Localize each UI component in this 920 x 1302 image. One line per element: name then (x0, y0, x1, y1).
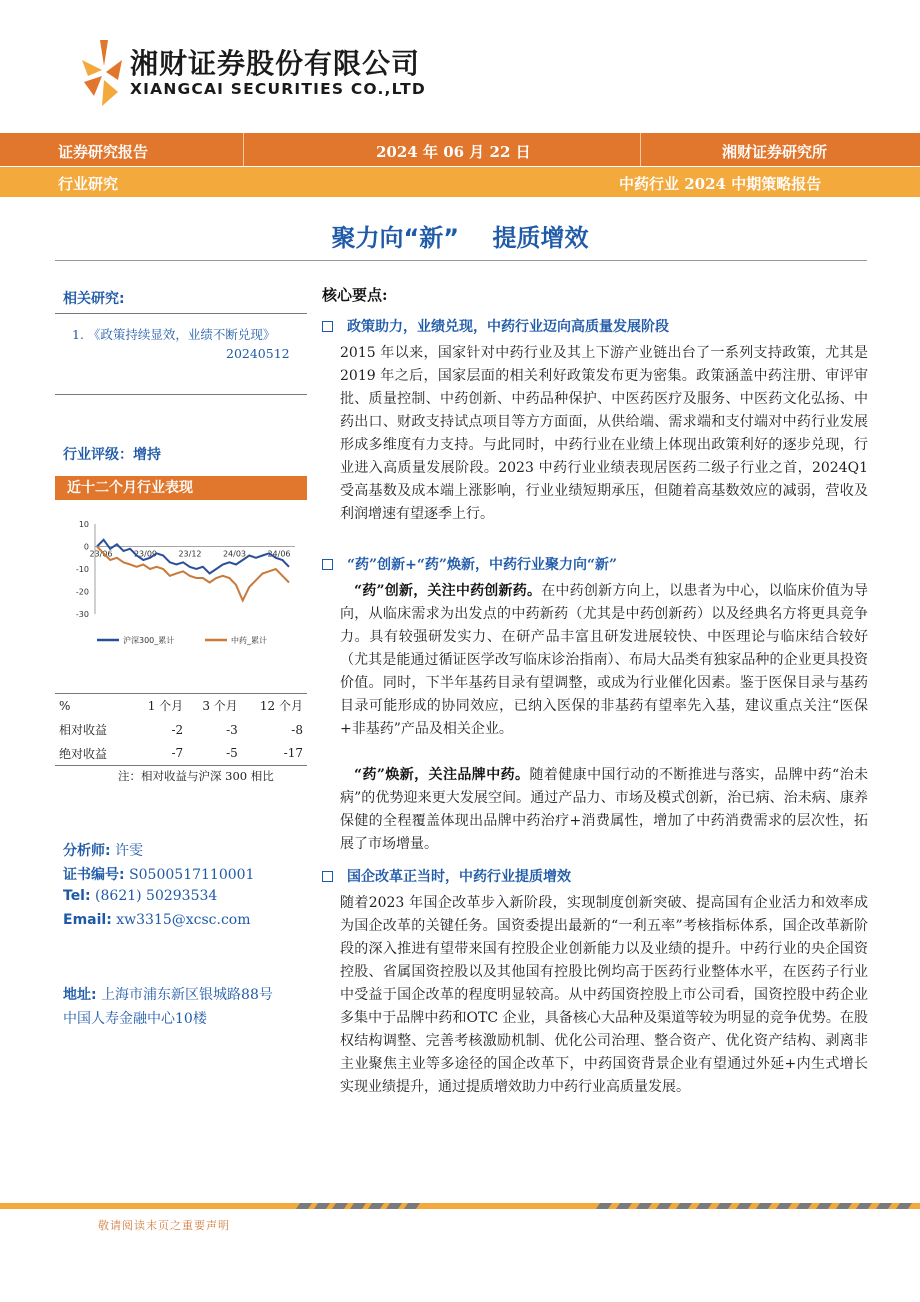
performance-header: 近十二个月行业表现 (55, 476, 307, 500)
report-category: 行业研究 (58, 175, 119, 193)
chart-y-tick-label: -30 (75, 610, 89, 619)
table-cell: -17 (283, 746, 303, 761)
core-points-label: 核心要点: (322, 286, 388, 304)
address-label: 地址: (63, 987, 97, 1003)
table-header-row (55, 694, 307, 718)
chart-x-tick-label: 23/12 (178, 549, 202, 559)
checkbox-bullet-icon (322, 871, 333, 882)
analyst-line (63, 840, 143, 860)
footer-disclaimer: 敬请阅读末页之重要声明 (98, 1219, 230, 1232)
divider (55, 313, 307, 314)
table-cell: -7 (171, 746, 184, 761)
table-note: 注：相对收益与沪深 300 相比 (118, 769, 274, 783)
subheading-brand: “药”焕新，关注品牌中药。 (354, 767, 530, 783)
performance-table (55, 693, 307, 766)
industry-rating: 行业评级：增持 (63, 447, 161, 463)
table-cell: -3 (226, 722, 238, 737)
tel-label: Tel: (63, 888, 91, 904)
address-line-1: 上海市浦东新区银城路88号 (101, 987, 273, 1003)
brand-text: 随着健康中国行动的不断推进与落实，品牌中药“治未病”的优势迎来更大发展空间。通过产品力、市场及模式创新，治已病、治未病、康养保健的全程覆盖体现出品牌中药治疗+消费属性，增加了中药消费需求的层次性，拓展了市场增量。 (340, 767, 869, 852)
cert-value: S0500517110001 (129, 867, 255, 883)
section-heading-1: 政策助力，业绩兑现，中药行业迈向高质量发展阶段 (322, 316, 669, 336)
bar-divider (243, 133, 244, 166)
cert-label: 证书编号: (63, 867, 125, 883)
tel-line (63, 888, 217, 904)
related-research-date: 20240512 (226, 346, 290, 361)
table-row (55, 718, 307, 742)
title-divider (55, 260, 867, 261)
report-type: 证券研究报告 (58, 143, 149, 161)
chart-y-tick-label: -20 (75, 587, 89, 597)
footer-stripe (0, 1200, 920, 1212)
table-cell: 绝对收益 (59, 746, 108, 761)
table-header-cell: 3 个月 (202, 699, 238, 714)
chart-x-tick-label: 23/09 (133, 549, 158, 559)
industry-performance-chart (55, 510, 307, 660)
chart-legend-label: 沪深300_累计 (123, 636, 175, 645)
company-name-en: XIANGCAI SECURITIES CO.,LTD (130, 80, 426, 98)
subheading-innovation: “药”创新，关注中药创新药。 (354, 583, 542, 599)
section-paragraph-3: 随着2023 年国企改革步入新阶段，实现制度创新突破、提高国有企业活力和效率成为国企改革的关键任务。国资委提出最新的“一利五率”考核指标体系，国企改革新阶段的深入推进有望带来国有控股企业创新能力以及业绩的提升。中药行业的央企国资控股、省属国资控股以及其他国有控股比例均高于医药行业整体水平，在医药子行业中受益于国企改革的程度明显较高。从中药国资控股上市公司看，国资控股中药企业多集中于品牌中药和OTC 企业，具备核心大品种及渠道等较为明显的竞争优势。在股权结构调整、完善考核激励机制、优化公司治理、整合资产、优化资产结构、剥离非主业聚焦主业等多途径的国企改革下，中药国资背景企业有望通过外延+内生式增长实现业绩提升，通过提质增效助力中药行业高质量发展。 (340, 895, 868, 1095)
analyst-name: 许雯 (115, 843, 144, 859)
chart-x-tick-label: 24/06 (267, 549, 291, 559)
address-line-2: 中国人寿金融中心10楼 (63, 1011, 207, 1027)
report-date: 2024 年 06 月 22 日 (376, 143, 531, 161)
bar-divider (640, 133, 641, 166)
company-name-cn: 湘财证券股份有限公司 (130, 47, 421, 80)
table-header-cell: 12 个月 (259, 699, 303, 714)
related-research-title[interactable]: 1. 《政策持续显效，业绩不断兑现》 (72, 327, 276, 342)
innovation-text: 在中药创新方向上，以患者为中心，以临床价值为导向，从临床需求为出发点的中药新药（尤其是中药创新药）以及经典名方将更具竞争力。具有较强研发实力、在研产品丰富且研发进展较快、中医理论与临床结合较好（尤其是能通过循证医学改写临床诊治指南）、布局大品类有独家品种的企业更具投资价值。同时，下半年基药目录有望调整，或成为行业催化因素。鉴于医保目录与基药目录可能形成的协同效应，已纳入医保的非基药有望率先入基，建议重点关注“医保+非基药”产品及相关企业。 (340, 583, 869, 737)
chart-y-tick-label: -10 (75, 565, 89, 574)
divider (55, 394, 307, 395)
chart-legend-label: 中药_累计 (231, 636, 267, 645)
page-title: 聚力向“新” 提质增效 (331, 224, 589, 252)
report-name: 中药行业 2024 中期策略报告 (619, 175, 822, 193)
section-paragraph-2a (340, 580, 868, 741)
chart-x-tick-label: 24/03 (222, 549, 247, 559)
table-cell: 相对收益 (59, 723, 108, 737)
chart-y-tick-label: 0 (83, 542, 89, 552)
institute-name: 湘财证券研究所 (722, 143, 828, 161)
address-line (63, 984, 273, 1004)
table-header-cell: 1 个月 (147, 699, 184, 714)
tel-value: (8621) 50293534 (95, 888, 218, 904)
related-research-item[interactable] (72, 323, 297, 346)
xiangcai-logo-icon (78, 36, 124, 108)
chart-x-tick-label: 23/06 (89, 549, 113, 559)
section-paragraph-1: 2015 年以来，国家针对中药行业及其上下游产业链出台了一系列支持政策，尤其是2019 年之后，国家层面的相关利好政策发布更为密集。政策涵盖中药注册、审评审批、质量控制、中药创新、中药品种保护、中医药医疗及服务、中医药文化弘扬、中药出口、财政支持试点项目等方方面面，从供给端、需求端和支付端对中药行业发展形成多维度有力支持。与此同时，中药行业在业绩上体现出政策利好的逐步兑现，行业进入高质量发展阶段。2023 中药行业业绩表现居医药二级子行业之首，2024Q1 受高基数及成本端上涨影响，行业业绩短期承压，但随着高基数效应的减弱，营收及利润增速有望逐季上行。 (340, 345, 868, 522)
cert-line (63, 864, 254, 884)
section-heading-3: 国企改革正当时，中药行业提质增效 (322, 866, 571, 886)
chart-y-tick-label: 10 (78, 520, 89, 529)
analyst-label: 分析师: (63, 843, 111, 859)
section-heading-2: “药”创新+“药”焕新，中药行业聚力向“新” (322, 554, 617, 574)
checkbox-bullet-icon (322, 559, 333, 570)
table-header-cell: % (59, 698, 71, 713)
section-paragraph-2b (340, 764, 868, 856)
company-logo (78, 36, 438, 110)
table-row (55, 742, 307, 766)
email-label: Email: (63, 912, 112, 928)
checkbox-bullet-icon (322, 321, 333, 332)
table-cell: -8 (291, 722, 303, 737)
email-line (63, 912, 251, 928)
email-value[interactable]: xw3315@xcsc.com (116, 912, 251, 928)
table-cell: -2 (171, 722, 184, 737)
table-cell: -5 (226, 746, 238, 761)
related-research-label: 相关研究: (63, 291, 125, 307)
